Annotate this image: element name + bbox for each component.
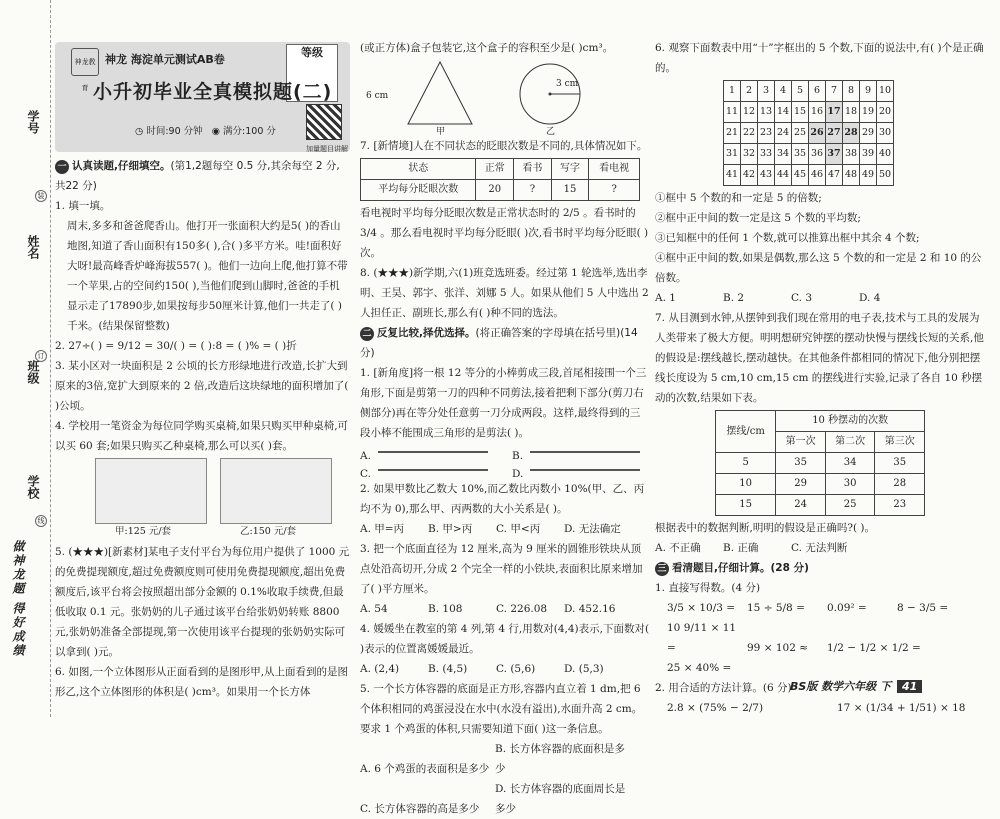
grid-cell: 3 — [758, 81, 775, 102]
grid-cell: 7 — [826, 81, 843, 102]
statement: ④框中正中间的数,如果是偶数,那么这 5 个数的和一定是 2 和 10 的公倍数。 — [655, 252, 982, 284]
grid-cell: 14 — [775, 102, 792, 123]
table-cell: 20 — [476, 180, 514, 201]
calc-item: 25 × 40% = — [667, 662, 732, 674]
brand-logo: 神龙教育 — [71, 48, 99, 76]
calc-item: 3/5 × 10/3 = — [667, 602, 736, 614]
option: C. (5,6) — [496, 663, 536, 675]
grid-cell: 10 — [877, 81, 894, 102]
full-score: 满分:100 分 — [223, 126, 276, 137]
table-header: 摆线/cm — [716, 411, 776, 453]
grid-cell: 40 — [877, 144, 894, 165]
option: D. 4 — [859, 292, 881, 304]
views-svg — [360, 58, 650, 136]
calc-item: 8 − 3/5 = — [897, 602, 949, 614]
grid-cell: 6 — [809, 81, 826, 102]
option: D. 无法确定 — [564, 523, 621, 535]
option: B. 长方体容器的底面积是多少 — [495, 743, 625, 775]
section-note: (将正确答案的字母填在括号里)(14 分) — [360, 327, 638, 359]
table-header: 第一次 — [776, 432, 826, 453]
center-dot — [549, 93, 552, 96]
table-row — [716, 453, 925, 474]
option: A. 不正确 — [655, 542, 701, 554]
solid-views-figure — [360, 58, 650, 136]
section-title: 反复比较,择优选择。 — [377, 327, 476, 339]
clock-icon: ◷ — [135, 126, 144, 137]
grid-cell: 21 — [724, 123, 741, 144]
stick-option — [512, 464, 650, 480]
grid-cell: 38 — [843, 144, 860, 165]
view-a-label: 甲 — [436, 127, 446, 137]
option: B. 正确 — [723, 542, 759, 554]
price-a: 甲:125 元/套 — [115, 526, 172, 537]
table-row — [716, 474, 925, 495]
exam-meta — [135, 122, 276, 142]
grid-cell: 16 — [809, 102, 826, 123]
option: A. 1 — [655, 292, 676, 304]
question-text: 根据表中的数据判断,明明的假设是正确吗?( )。 — [655, 522, 875, 534]
table-cell: 24 — [776, 495, 826, 516]
footer-text: BS版 数学六年级 下 — [790, 680, 891, 693]
label-name: 姓名 — [26, 235, 40, 259]
calc-item: 15 ÷ 5/8 = — [747, 602, 805, 614]
binding-marker: 装 — [35, 190, 47, 202]
options — [360, 739, 650, 779]
calc-row — [655, 618, 990, 678]
number-grid — [723, 80, 894, 186]
table-cell: ? — [589, 180, 640, 201]
qr-label: 加量题目讲解 — [306, 145, 348, 153]
stick-bar — [378, 469, 488, 471]
page-footer — [790, 678, 922, 694]
table-cell: 15 — [551, 180, 589, 201]
grid-cell: 23 — [758, 123, 775, 144]
grid-cell: 39 — [860, 144, 877, 165]
options — [655, 538, 990, 558]
section-number: 一 — [55, 160, 69, 174]
table-cell: 平均每分眨眼次数 — [361, 180, 476, 201]
blink-table — [360, 158, 640, 201]
option: C. 无法判断 — [791, 542, 848, 554]
grid-cell: 12 — [741, 102, 758, 123]
grid-row — [724, 81, 894, 102]
grade-label: 等级 — [301, 46, 323, 59]
grid-cell: 22 — [741, 123, 758, 144]
option-label: B. — [512, 450, 524, 462]
grid-cell: 13 — [758, 102, 775, 123]
question: 3. 把一个底面直径为 12 厘米,高为 9 厘米的圆锥形铁块从顶点处沿高切开,分成 2 个完全一样的小铁块,表面积比原来增加了( )平方厘米。 — [360, 543, 643, 595]
statement: ③已知框中的任何 1 个数,就可以推算出框中其余 4 个数; — [655, 232, 920, 244]
question: 2. 27÷( ) = 9/12 = 30/( ) = ( ):8 = ( )% = ( )折 — [55, 340, 297, 352]
qr-code-icon — [306, 104, 342, 140]
table-cell: 28 — [875, 474, 925, 495]
option-label: C. — [360, 468, 371, 480]
calc-item: 99 × 102 ≈ — [747, 642, 809, 654]
question: 6. 如图,一个立体图形从正面看到的是图形甲,从上面看到的是图形乙,这个立体图形的体积是( )cm³。如果用一个长方体 — [55, 666, 349, 698]
view-b-label: 乙 — [546, 127, 556, 137]
grid-cell: 49 — [860, 165, 877, 186]
stick-bar — [378, 451, 488, 453]
grid-cell: 5 — [792, 81, 809, 102]
page-title: 小升初毕业全真模拟题(二) — [93, 81, 333, 103]
grid-cell: 32 — [741, 144, 758, 165]
statement: ②框中正中间的数一定是这 5 个数的平均数; — [655, 212, 861, 224]
price-b: 乙:150 元/套 — [240, 526, 297, 537]
options — [360, 779, 650, 819]
option-label: A. — [360, 450, 371, 462]
calc-row — [655, 598, 990, 618]
stick-options-row — [360, 443, 650, 461]
score-icon: ◉ — [211, 126, 220, 137]
grid-cell: 27 — [826, 123, 843, 144]
table-cell: 5 — [716, 453, 776, 474]
section-number: 三 — [655, 562, 669, 576]
grid-cell: 37 — [826, 144, 843, 165]
pendulum-table — [715, 410, 925, 516]
time-limit: 时间:90 分钟 — [146, 126, 203, 137]
grid-cell: 2 — [741, 81, 758, 102]
grid-cell: 17 — [826, 102, 843, 123]
question: 1. 直接写得数。(4 分) — [655, 582, 761, 594]
stick-options-row — [360, 461, 650, 479]
option: A. (2,4) — [360, 663, 400, 675]
question: 6. 观察下面数表中用“十”字框出的 5 个数,下面的说法中,有( )个是正确的。 — [655, 42, 984, 74]
question: 5. 一个长方体容器的底面是正方形,容器内直立着 1 dm,把 6 个体积相同的鸡蛋浸没在水中(水没有溢出),水面升高 2 cm。要求 1 个鸡蛋的体积,只需要知道下面( )这一条信息。 — [360, 683, 643, 735]
statement: ①框中 5 个数的和一定是 5 的倍数; — [655, 192, 822, 204]
calc-item: 0.09² = — [827, 602, 867, 614]
grid-cell: 50 — [877, 165, 894, 186]
grid-cell: 43 — [758, 165, 775, 186]
question: 4. 媛媛坐在教室的第 4 列,第 4 行,用数对(4,4)表示,下面数对( )表示的位置离媛媛最近。 — [360, 623, 650, 655]
question: 5. (★★★)[新素材]某电子支付平台为每位用户提供了 1000 元的免费提现额度,超过免费额度则可使用免费提现额度,超出免费额度后,该平台将会按照超出部分金额的 0.1%收取手续费,但最低收取 0.1 元。张奶奶的儿子通过该平台给张奶奶转账 8800 元,张奶奶准备全部提现,第一次使用该平台提现的张奶奶实际可以拿到( )元。 — [55, 546, 350, 658]
binding-marker: 订 — [35, 350, 47, 362]
grid-cell: 26 — [809, 123, 826, 144]
stick-option — [360, 446, 498, 462]
option: A. 甲=丙 — [360, 523, 405, 535]
grid-cell: 35 — [792, 144, 809, 165]
grid-cell: 20 — [877, 102, 894, 123]
triangle-view — [408, 62, 472, 124]
grid-row — [724, 144, 894, 165]
option: D. 452.16 — [564, 603, 616, 615]
section-heading — [655, 558, 990, 578]
table-cell: 35 — [776, 453, 826, 474]
table-cell: 34 — [825, 453, 875, 474]
option: D. 长方体容器的底面周长是多少 — [495, 783, 626, 815]
question: 7. [新情境]人在不同状态的眨眼次数是不同的,具体情况如下。 — [360, 140, 648, 152]
stick-option — [512, 446, 650, 462]
question: 7. 从目测到水钟,从摆钟到我们现在常用的电子表,技术与工具的发展为人类带来了极大方便。明明想研究钟摆的摆动快慢与摆线长短的关系,他的假设是:摆线越长,摆动越快。在其他条件都相同的情况下,他分别把摆线长度设为 5 cm,10 cm,15 cm 的摆线进行实验,记录了各自 10 秒摆动的次数,结果如下表。 — [655, 312, 984, 404]
option: C. 甲<丙 — [496, 523, 541, 535]
calc-item: 1/2 − 1/2 × 1/2 = — [827, 642, 921, 654]
grid-cell: 34 — [775, 144, 792, 165]
stick-bar — [530, 469, 640, 471]
option: C. 3 — [791, 292, 813, 304]
table-header: 看书 — [514, 159, 552, 180]
option: A. 54 — [360, 603, 388, 615]
table-cell: 10 — [716, 474, 776, 495]
option: B. (4,5) — [428, 663, 468, 675]
grid-cell: 44 — [775, 165, 792, 186]
table-header: 看电视 — [589, 159, 640, 180]
section-number: 二 — [360, 327, 374, 341]
height-label: 6 cm — [366, 91, 389, 101]
question: 2. 用合适的方法计算。(6 分) — [655, 682, 792, 694]
question-text: 周末,多多和爸爸爬香山。他打开一张面积大约是5( )的香山地图,知道了香山面积有150多( ),合( )多平方米。哇!面积好大呀!最高峰香炉峰海拔557( )。他们一边向上爬,他打算不带一个苹果,占的空间约150( ),当他们爬到山脚时,爸爸的手机显示走了17890步,如果按每步50厘米计算,他们一共走了( )千米。(结果保留整数) — [67, 220, 348, 332]
label-class: 班级 — [26, 360, 40, 384]
option-label: D. — [512, 468, 524, 480]
table-header: 写字 — [551, 159, 589, 180]
grid-cell: 29 — [860, 123, 877, 144]
grid-cell: 24 — [775, 123, 792, 144]
section-title: 认真读题,仔细填空。 — [72, 160, 171, 172]
calc-item: 17 × (1/34 + 1/51) × 18 — [837, 702, 966, 714]
binding-marker: 线 — [35, 515, 47, 527]
option: B. 108 — [428, 603, 463, 615]
calc-item: 10 9/11 × 11 = — [667, 622, 737, 654]
table-cell: 29 — [776, 474, 826, 495]
table-cell: 15 — [716, 495, 776, 516]
option: B. 2 — [723, 292, 745, 304]
label-school: 学校 — [26, 475, 40, 499]
grid-cell: 11 — [724, 102, 741, 123]
stick-option — [360, 464, 498, 480]
desk-set-a-image — [95, 458, 207, 524]
table-cell: 30 — [825, 474, 875, 495]
options — [360, 599, 650, 619]
section-note: (第1,2题每空 0.5 分,其余每空 2 分,共22 分) — [55, 160, 340, 192]
page-number: 41 — [897, 680, 922, 693]
option: D. (5,3) — [564, 663, 604, 675]
grid-cell: 42 — [741, 165, 758, 186]
grid-cell: 15 — [792, 102, 809, 123]
question: 4. 学校用一笔资金为每位同学购买桌椅,如果只购买甲种桌椅,可以买 60 套;如果只购买乙种桌椅,那么可以买( )套。 — [55, 420, 349, 452]
options — [360, 519, 650, 539]
question: 2. 如果甲数比乙数大 10%,而乙数比丙数小 10%(甲、乙、丙均不为 0),那么甲、丙两数的大小关系是( )。 — [360, 483, 645, 515]
grid-cell: 48 — [843, 165, 860, 186]
grid-row — [724, 102, 894, 123]
table-cell: 35 — [875, 453, 925, 474]
column-2 — [360, 0, 650, 819]
grid-row — [724, 123, 894, 144]
options — [360, 659, 650, 679]
option: A. 6 个鸡蛋的表面积是多少 — [360, 763, 490, 775]
grid-cell: 33 — [758, 144, 775, 165]
option: B. 甲>丙 — [428, 523, 473, 535]
grid-cell: 18 — [843, 102, 860, 123]
grid-cell: 47 — [826, 165, 843, 186]
question: 1. 填一填。 — [55, 200, 111, 212]
section-note: (28 分) — [770, 562, 809, 574]
grid-cell: 1 — [724, 81, 741, 102]
question-text: (或正方体)盒子包装它,这个盒子的容积至少是( )cm³。 — [360, 42, 614, 54]
options — [655, 288, 990, 308]
grid-cell: 25 — [792, 123, 809, 144]
grid-cell: 28 — [843, 123, 860, 144]
question-text: 看电视时平均每分眨眼次数是正常状态时的 2/5 。看书时的 3/4 。那么看电视时平均每分眨眼( )次,看书时平均每分眨眼( )次。 — [360, 207, 649, 259]
calc-row — [655, 698, 990, 718]
calc-item: 2.8 × (75% − 2/7) — [667, 702, 764, 714]
grid-cell: 9 — [860, 81, 877, 102]
grid-cell: 46 — [809, 165, 826, 186]
option: C. 226.08 — [496, 603, 548, 615]
section-title: 看清题目,仔细计算。 — [672, 562, 771, 574]
table-cell: ? — [514, 180, 552, 201]
question: 8. (★★★)新学期,六(1)班竞选班委。经过第 1 轮选举,选出李明、王昊、郭宇、张洋、刘娜 5 人。如果从他们 5 人中选出 2 人担任正、副班长,那么有( )种不同的选法。 — [360, 267, 649, 319]
section-heading — [55, 156, 350, 196]
table-header: 第二次 — [825, 432, 875, 453]
label-student-id: 学号 — [26, 110, 40, 134]
table-cell: 23 — [875, 495, 925, 516]
binding-margin — [0, 0, 51, 717]
table-header: 正常 — [476, 159, 514, 180]
desk-chair-figure — [55, 458, 350, 540]
table-row — [716, 495, 925, 516]
grid-cell: 36 — [809, 144, 826, 165]
question: 1. [新角度]将一根 12 等分的小棒剪成三段,首尾相接围一个三角形,下面是剪第一刀的四种不同剪法,接着把剩下部分(剪刀右侧部分)再在等分处任意剪一刀分成两段。这样,最终得到的三段小棒不能围成三角形的是剪法( )。 — [360, 367, 647, 439]
brand-name: 神龙 海淀单元测试AB卷 — [105, 53, 225, 66]
table-header: 第三次 — [875, 432, 925, 453]
grid-row — [724, 165, 894, 186]
grid-cell: 8 — [843, 81, 860, 102]
desk-set-b-image — [220, 458, 332, 524]
column-1 — [55, 0, 350, 702]
option: C. 长方体容器的高是多少 — [360, 803, 480, 815]
table-cell: 25 — [825, 495, 875, 516]
slogan: 做神龙题 得好成绩 — [11, 540, 25, 659]
radius-label: 3 cm — [556, 79, 579, 89]
exam-header — [55, 42, 350, 152]
grid-cell: 31 — [724, 144, 741, 165]
grid-cell: 4 — [775, 81, 792, 102]
question: 3. 某小区对一块面积是 2 公顷的长方形绿地进行改造,长扩大到原来的3倍,宽扩大到原来的 2 倍,改造后这块绿地的面积增加了( )公顷。 — [55, 360, 349, 412]
column-3 — [655, 0, 990, 718]
grid-cell: 45 — [792, 165, 809, 186]
table-header: 10 秒摆动的次数 — [776, 411, 925, 432]
section-heading — [360, 323, 650, 363]
grid-cell: 19 — [860, 102, 877, 123]
table-header: 状态 — [361, 159, 476, 180]
grid-cell: 41 — [724, 165, 741, 186]
stick-bar — [530, 451, 640, 453]
grid-cell: 30 — [877, 123, 894, 144]
